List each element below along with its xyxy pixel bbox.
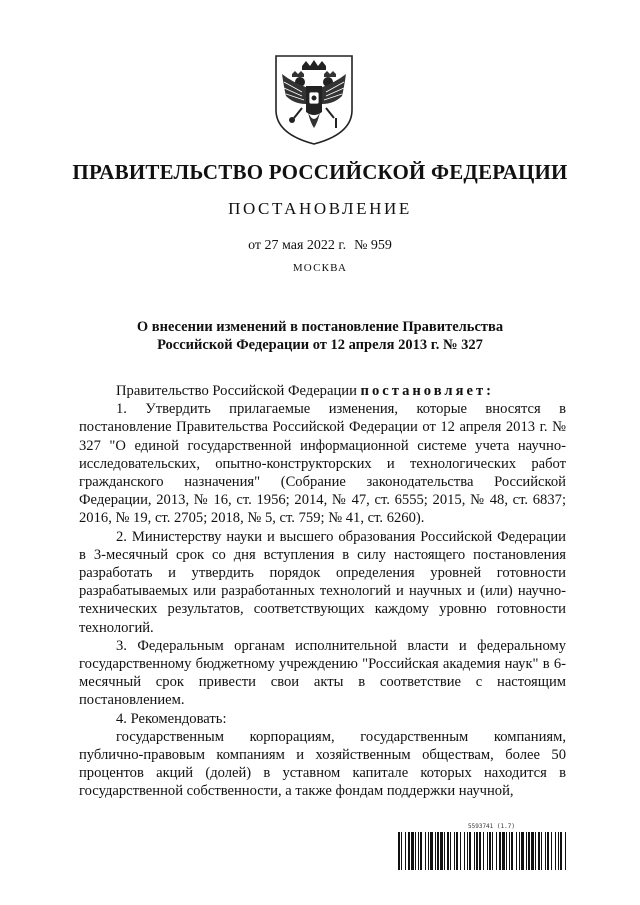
barcode-number: 5593741 (1.7): [468, 823, 515, 830]
barcode-block: [398, 823, 568, 871]
intro-decree-word: постановляет:: [360, 383, 494, 399]
document-city: МОСКВА: [292, 262, 348, 274]
document-date-line: [0, 238, 640, 254]
paragraph-item-4-text: государственным корпорациям, государственным компаниям, публично-правовым компаниям и хозяйственным обществам, более 50 процентов акций (долей) в уставном капитале которых находится в государственной собственности, а также фондам поддержки научной,: [79, 728, 566, 800]
intro-paragraph: [79, 382, 566, 400]
russian-coat-of-arms-icon: [272, 52, 356, 146]
document-subject: [100, 318, 540, 354]
paragraph-item-3: 3. Федеральным органам исполнительной власти и федеральному государственному бюджетному учреждению "Российская академия наук" в 6-месячный срок привести свои акты в соответствие с настоящим постановлением.: [79, 637, 566, 709]
document-number: № 959: [354, 238, 392, 253]
subject-line-2: Российской Федерации от 12 апреля 2013 г. № 327: [157, 337, 483, 353]
paragraph-item-2: 2. Министерству науки и высшего образования Российской Федерации в 3-месячный срок со дня вступления в силу настоящего постановления разработать и утвердить порядок определения уровней готовности разрабатываемых или разработанных технологий и научных и (или) научно-технических результатов, соответствующих каждому уровню готовности технологий.: [79, 528, 566, 636]
subject-line-1: О внесении изменений в постановление Правительства: [136, 319, 504, 335]
document-date: от 27 мая 2022 г.: [248, 238, 347, 253]
document-type: ПОСТАНОВЛЕНИЕ: [228, 199, 412, 218]
intro-prefix: Правительство Российской Федерации: [116, 383, 357, 399]
paragraph-item-4: 4. Рекомендовать:: [116, 710, 227, 727]
document-body: [79, 382, 566, 801]
paragraph-item-1: 1. Утвердить прилагаемые изменения, которые вносятся в постановление Правительства Российской Федерации от 12 апреля 2013 г. № 327 "О единой государственной информационной системе учета научно-исследовательских, опытно-конструкторских и технологических работ гражданского назначения" (Собрание законодательства Российской Федерации, 2013, № 16, ст. 1956; 2014, № 47, ст. 6555; 2015, № 48, ст. 6837; 2016, № 19, ст. 2705; 2018, № 5, ст. 759; № 41, ст. 6260).: [79, 401, 566, 527]
barcode-icon: [398, 832, 568, 870]
government-title: ПРАВИТЕЛЬСТВО РОССИЙСКОЙ ФЕДЕРАЦИИ: [72, 160, 568, 184]
